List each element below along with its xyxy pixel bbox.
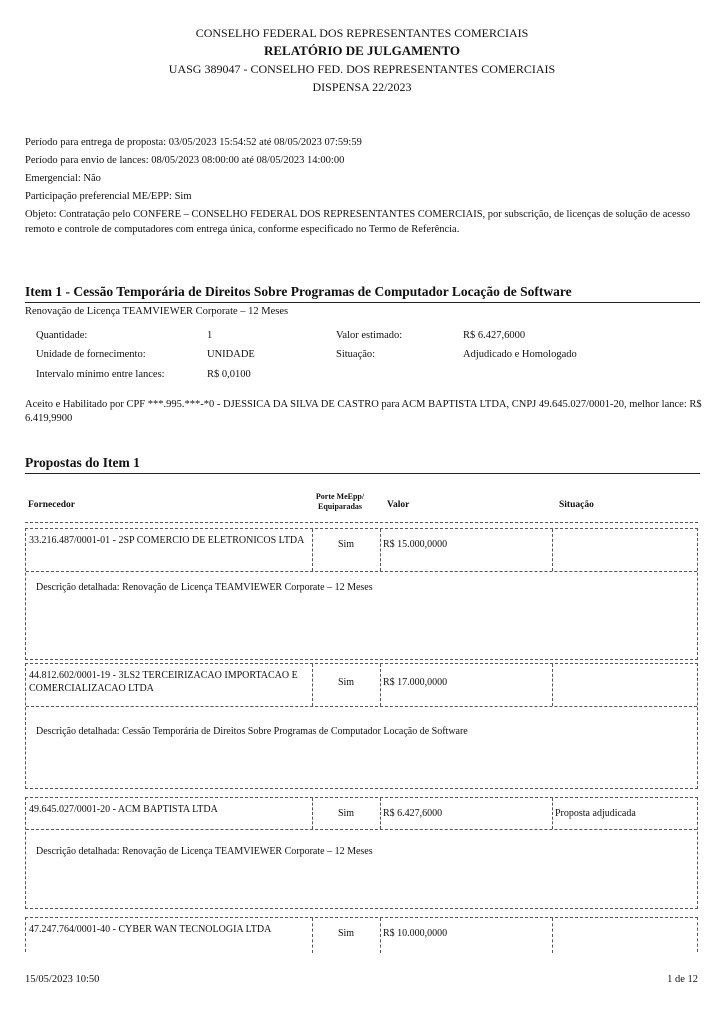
situacao-cell xyxy=(552,918,697,953)
valor-cell: R$ 15.000,0000 xyxy=(383,539,448,550)
footer-datetime: 15/05/2023 10:50 xyxy=(25,974,100,985)
valor-cell: R$ 17.000,0000 xyxy=(383,677,448,688)
valor-cell: R$ 6.427,6000 xyxy=(383,808,443,819)
descricao: Descrição detalhada: Cessão Temporária de Direitos Sobre Programas de Computador Locação de Software xyxy=(36,726,468,737)
item-subtitle: Renovação de Licença TEAMVIEWER Corporate – 12 Meses xyxy=(25,306,289,317)
emergencial: Emergencial: Não xyxy=(25,173,101,184)
propostas-title: Propostas do Item 1 xyxy=(25,455,700,474)
descricao: Descrição detalhada: Renovação de Licença TEAMVIEWER Corporate – 12 Meses xyxy=(36,582,373,593)
header-divider xyxy=(25,522,698,523)
participacao: Participação preferencial ME/EPP: Sim xyxy=(25,191,192,202)
situacao-cell: Proposta adjudicada xyxy=(555,808,636,819)
header-porte: Porte MeEpp/ Equiparadas xyxy=(315,492,365,511)
fornecedor-cell: 44.812.602/0001-19 - 3LS2 TERCEIRIZACAO IMPORTACAO E COMERCIALIZACAO LTDA xyxy=(29,670,298,694)
unidade-value: UNIDADE xyxy=(207,349,255,360)
quantidade-value: 1 xyxy=(207,330,213,341)
proposal-card xyxy=(25,528,698,660)
document-header xyxy=(0,24,724,96)
situacao-cell xyxy=(552,664,697,706)
unidade-label: Unidade de fornecimento: xyxy=(36,349,146,360)
situacao-label: Situação: xyxy=(336,349,376,360)
descricao: Descrição detalhada: Renovação de Licença TEAMVIEWER Corporate – 12 Meses xyxy=(36,846,373,857)
valor-estimado-label: Valor estimado: xyxy=(336,330,403,341)
porte-cell: Sim xyxy=(337,539,355,550)
valor-estimado-value: R$ 6.427,6000 xyxy=(463,330,526,341)
header-valor: Valor xyxy=(387,500,410,510)
proposal-card xyxy=(25,797,698,909)
porte-cell: Sim xyxy=(337,928,355,939)
proposal-row xyxy=(26,918,697,953)
org-name: CONSELHO FEDERAL DOS REPRESENTANTES COMERCIAIS xyxy=(195,26,529,40)
proposal-row xyxy=(26,529,697,572)
periodo-proposta: Período para entrega de proposta: 03/05/2023 15:54:52 até 08/05/2023 07:59:59 xyxy=(25,137,362,148)
fornecedor-cell: 47.247.764/0001-40 - CYBER WAN TECNOLOGIA LTDA xyxy=(29,924,272,935)
objeto: Objeto: Contratação pelo CONFERE – CONSELHO FEDERAL DOS REPRESENTANTES COMERCIAIS, por subscrição, de licenças de solução de acesso remoto e controle de computadores com entrega única, conforme especificado no Termo de Referência. xyxy=(25,209,691,235)
intervalo-value: R$ 0,0100 xyxy=(207,369,251,380)
uasg-line: UASG 389047 - CONSELHO FED. DOS REPRESENTANTES COMERCIAIS xyxy=(168,62,556,76)
fornecedor-cell: 33.216.487/0001-01 - 2SP COMERCIO DE ELETRONICOS LTDA xyxy=(29,535,305,546)
proposal-card xyxy=(25,663,698,789)
header-situacao: Situação xyxy=(559,500,594,510)
header-fornecedor: Fornecedor xyxy=(28,500,75,510)
situacao-cell xyxy=(552,529,697,571)
aceito-habilitado: Aceito e Habilitado por CPF ***.995.***-*0 - DJESSICA DA SILVA DE CASTRO para ACM BAPTISTA LTDA, CNPJ 49.645.027/0001-20, melhor lance: R$ 6.419,9900 xyxy=(25,399,702,424)
item-title: Item 1 - Cessão Temporária de Direitos Sobre Programas de Computador Locação de Software xyxy=(25,284,700,303)
footer-page-number: 1 de 12 xyxy=(667,974,698,985)
intervalo-label: Intervalo mínimo entre lances: xyxy=(36,369,165,380)
proposal-card xyxy=(25,917,698,952)
porte-cell: Sim xyxy=(337,677,355,688)
dispensa-line: DISPENSA 22/2023 xyxy=(312,80,412,94)
info-block xyxy=(25,135,700,240)
fornecedor-cell: 49.645.027/0001-20 - ACM BAPTISTA LTDA xyxy=(29,804,218,815)
report-title: RELATÓRIO DE JULGAMENTO xyxy=(264,43,460,58)
periodo-lances: Período para envio de lances: 08/05/2023 08:00:00 até 08/05/2023 14:00:00 xyxy=(25,155,345,166)
proposal-row xyxy=(26,798,697,830)
quantidade-label: Quantidade: xyxy=(36,330,88,341)
situacao-value: Adjudicado e Homologado xyxy=(463,349,577,360)
valor-cell: R$ 10.000,0000 xyxy=(383,928,448,939)
proposal-row xyxy=(26,664,697,707)
porte-cell: Sim xyxy=(337,808,355,819)
